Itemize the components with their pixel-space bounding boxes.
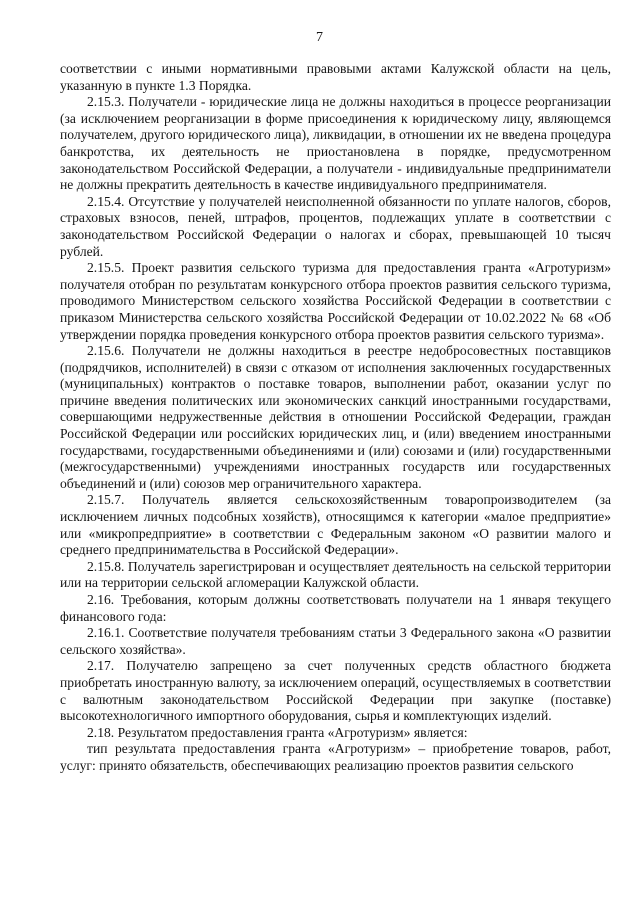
paragraph-2-17: 2.17. Получателю запрещено за счет полученных средств областного бюджета приобретать иностранную валюту, за исключением операций, осуществляемых в соответствии с валютным законодательством Российской Федерации при закупке (поставке) высокотехнологичного импортного оборудования, сырья и комплектующих изделий. [60, 658, 611, 724]
paragraph-2-15-4: 2.15.4. Отсутствие у получателей неисполненной обязанности по уплате налогов, сборов, страховых взносов, пеней, штрафов, процентов, подлежащих уплате в соответствии с законодательством Российской Федерации о налогах и сборах, превышающей 10 тысяч рублей. [60, 193, 611, 259]
paragraph-2-15-3: 2.15.3. Получатели - юридические лица не должны находиться в процессе реорганизации (за исключением реорганизации в форме присоединения к юридическому лицу, являющемся получателем, другого юридического лица), ликвидации, в отношении их не введена процедура банкротства, их деятельность не приостановлена в порядке, предусмотренном законодательством Российской Федерации, а получатели - индивидуальные предприниматели не должны прекратить деятельность в качестве индивидуального предпринимателя. [60, 94, 611, 193]
document-body [60, 61, 611, 775]
paragraph-2-15-7: 2.15.7. Получатель является сельскохозяйственным товаропроизводителем (за исключением личных подсобных хозяйств), относящимся к категории «малое предприятие» или «микропредприятие» в соответствии с Федеральным законом «О развитии малого и среднего предпринимательства в Российской Федерации». [60, 492, 611, 558]
paragraph-2-18: 2.18. Результатом предоставления гранта «Агротуризм» является: [87, 724, 468, 740]
paragraph-result-type: тип результата предоставления гранта «Агротуризм» – приобретение товаров, работ, услуг: принято обязательств, обеспечивающих реализацию проектов развития сельского [60, 741, 611, 773]
page-number: 7 [316, 30, 323, 45]
paragraph-2-15-6: 2.15.6. Получатели не должны находиться в реестре недобросовестных поставщиков (подрядчиков, исполнителей) в связи с отказом от исполнения заключенных государственных (муниципальных) контрактов о поставке товаров, выполнении работ, оказании услуг по причине введения политических или экономических санкций иностранными государствами, совершающими недружественные действия в отношении Российской Федерации, граждан Российской Федерации или российских юридических лиц, и (или) введением иностранными государствами, государственными объединениями и (или) союзами и (или) государственными (межгосударственными) учреждениями иностранных государств или государственных объединений и (или) союзов мер ограничительного характера. [60, 343, 611, 491]
paragraph-2-15-8: 2.15.8. Получатель зарегистрирован и осуществляет деятельность на сельской территории или на территории сельской агломерации Калужской области. [60, 558, 611, 591]
paragraph-2-16: 2.16. Требования, которым должны соответствовать получатели на 1 января текущего финансового года: [60, 592, 611, 624]
paragraph-2-15-5: 2.15.5. Проект развития сельского туризма для предоставления гранта «Агротуризм» получателя отобран по результатам конкурсного отбора проектов развития сельского туризма, проводимого Министерством сельского хозяйства Российской Федерации в соответствии с приказом Министерства сельского хозяйства Российской Федерации от 10.02.2022 № 68 «Об утверждении порядка проведения конкурсного отбора проектов развития сельского туризма». [60, 260, 611, 342]
paragraph-2-16-1: 2.16.1. Соответствие получателя требованиям статьи 3 Федерального закона «О развитии сельского хозяйства». [60, 625, 611, 657]
paragraph-continuation: соответствии с иными нормативными правовыми актами Калужской области на цель, указанную в пункте 1.3 Порядка. [60, 61, 611, 93]
